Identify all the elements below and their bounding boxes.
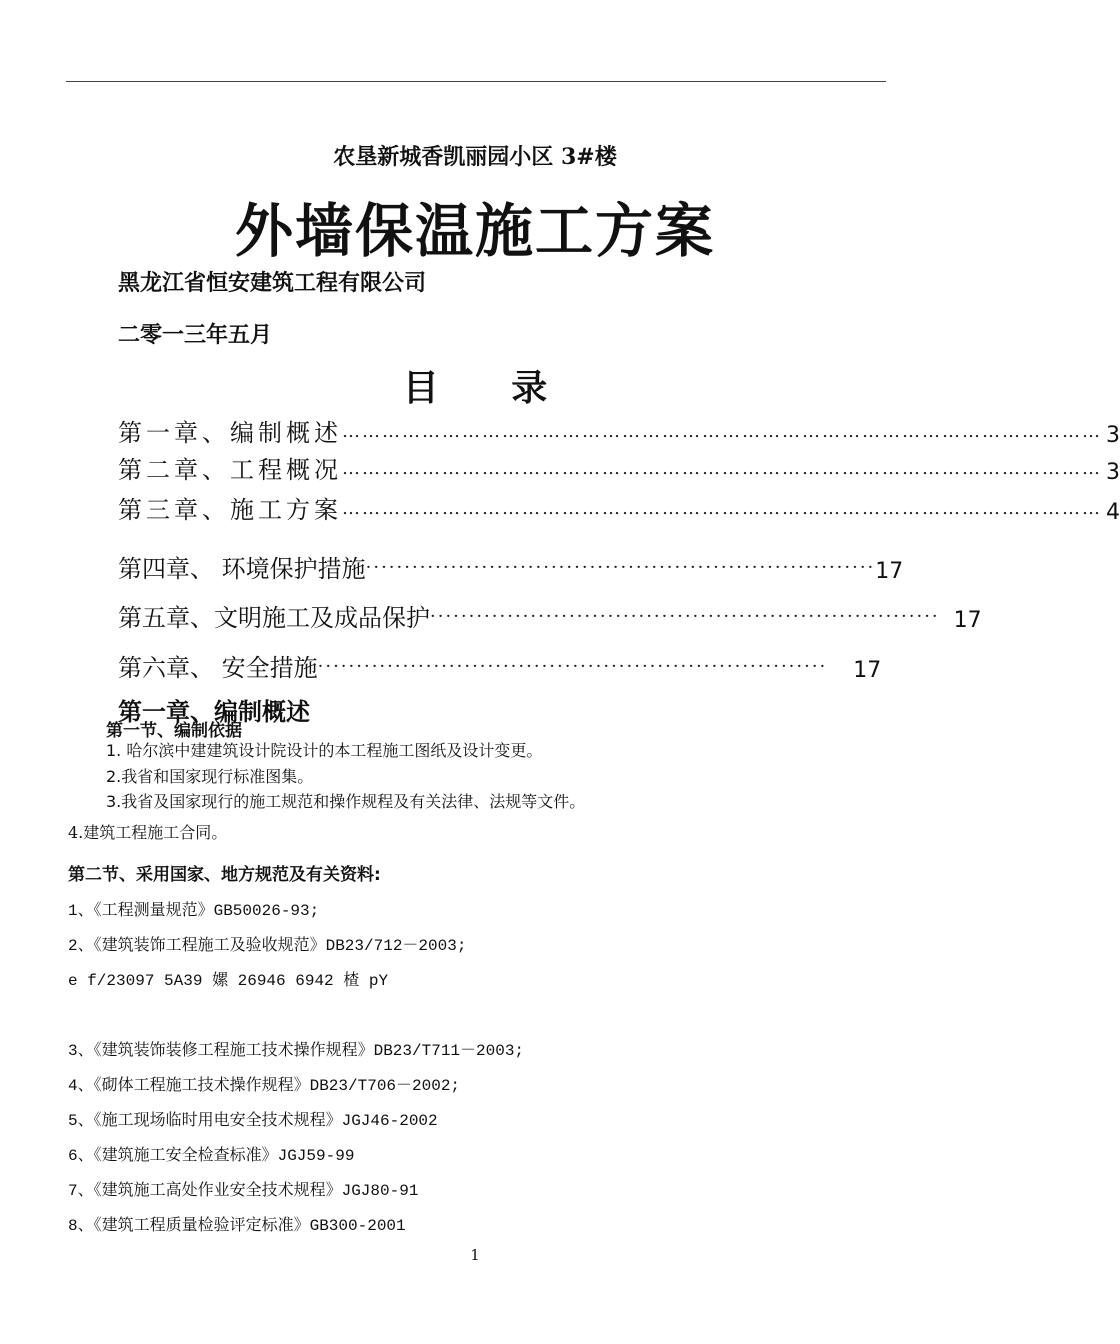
toc-item[interactable] <box>118 451 1120 485</box>
toc-item-label: 第五章、文明施工及成品保护 <box>118 604 430 632</box>
toc-item-page: 3 <box>1106 423 1120 448</box>
toc-item-page: 3 <box>1106 460 1120 485</box>
toc-item[interactable] <box>118 491 1120 525</box>
toc-item-label: 第三章、施工方案 <box>118 496 342 524</box>
section2-heading: 第二节、采用国家、地方规范及有关资料: <box>68 865 381 885</box>
basis-item: 1. 哈尔滨中建建筑设计院设计的本工程施工图纸及设计变更。 <box>106 741 543 760</box>
toc-item-page: 17 <box>875 559 904 584</box>
page-number: 1 <box>470 1246 480 1264</box>
standard-item: 2、《建筑装饰工程施工及验收规范》DB23/712－2003; <box>68 937 467 955</box>
toc-item[interactable] <box>118 599 982 633</box>
toc-item-label: 第二章、工程概况 <box>118 456 342 484</box>
chapter1-heading: 第一章、编制概述 <box>118 698 310 726</box>
toc-item-label: 第六章、 安全措施 <box>118 654 318 682</box>
toc-item-page: 17 <box>953 608 982 633</box>
toc-leader-dots: …………………………………………………………………………………………………… <box>342 498 1102 519</box>
standard-item: 1、《工程测量规范》GB50026-93; <box>68 902 320 920</box>
standard-item: 3、《建筑装饰装修工程施工技术操作规程》DB23/T711－2003; <box>68 1042 525 1060</box>
garbled-text-line: e f/23097 5A39 嫘 26946 6942 楂 pY <box>68 972 389 990</box>
toc-item[interactable] <box>118 414 1120 448</box>
basis-item: 3.我省及国家现行的施工规范和操作规程及有关法律、法规等文件。 <box>106 792 586 811</box>
toc-leader-dots: ·································································· <box>430 606 940 627</box>
toc-item-page: 17 <box>853 658 882 683</box>
toc-title: 目 录 <box>402 368 548 409</box>
toc-item-page: 4 <box>1106 500 1120 525</box>
toc-leader-dots: …………………………………………………………………………………………………… <box>342 458 1102 479</box>
toc-leader-dots: ·································································· <box>317 656 828 677</box>
standard-item: 8、《建筑工程质量检验评定标准》GB300-2001 <box>68 1217 406 1235</box>
standard-item: 7、《建筑施工高处作业安全技术规程》JGJ80-91 <box>68 1182 419 1200</box>
toc-item-label: 第四章、 环境保护措施 <box>118 555 366 583</box>
company-name: 黑龙江省恒安建筑工程有限公司 <box>118 271 427 296</box>
basis-item: 4.建筑工程施工合同。 <box>68 823 228 842</box>
document-title: 外墙保温施工方案 <box>234 197 715 265</box>
standard-item: 6、《建筑施工安全检查标准》JGJ59-99 <box>68 1147 355 1165</box>
basis-item: 2.我省和国家现行标准图集。 <box>106 767 314 786</box>
standard-item: 4、《砌体工程施工技术操作规程》DB23/T706－2002; <box>68 1077 461 1095</box>
toc-leader-dots: ·································································· <box>365 557 876 578</box>
toc-item[interactable] <box>118 550 904 584</box>
standard-item: 5、《施工现场临时用电安全技术规程》JGJ46-2002 <box>68 1112 438 1130</box>
header-rule <box>66 81 886 82</box>
document-date: 二零一三年五月 <box>118 323 273 348</box>
toc-leader-dots: …………………………………………………………………………………………………… <box>342 421 1102 442</box>
toc-item-label: 第一章、编制概述 <box>118 419 342 447</box>
toc-item[interactable] <box>118 649 882 683</box>
section1-heading: 第一节、编制依据 <box>106 721 242 741</box>
project-subtitle: 农垦新城香凯丽园小区 3#楼 <box>333 144 617 170</box>
